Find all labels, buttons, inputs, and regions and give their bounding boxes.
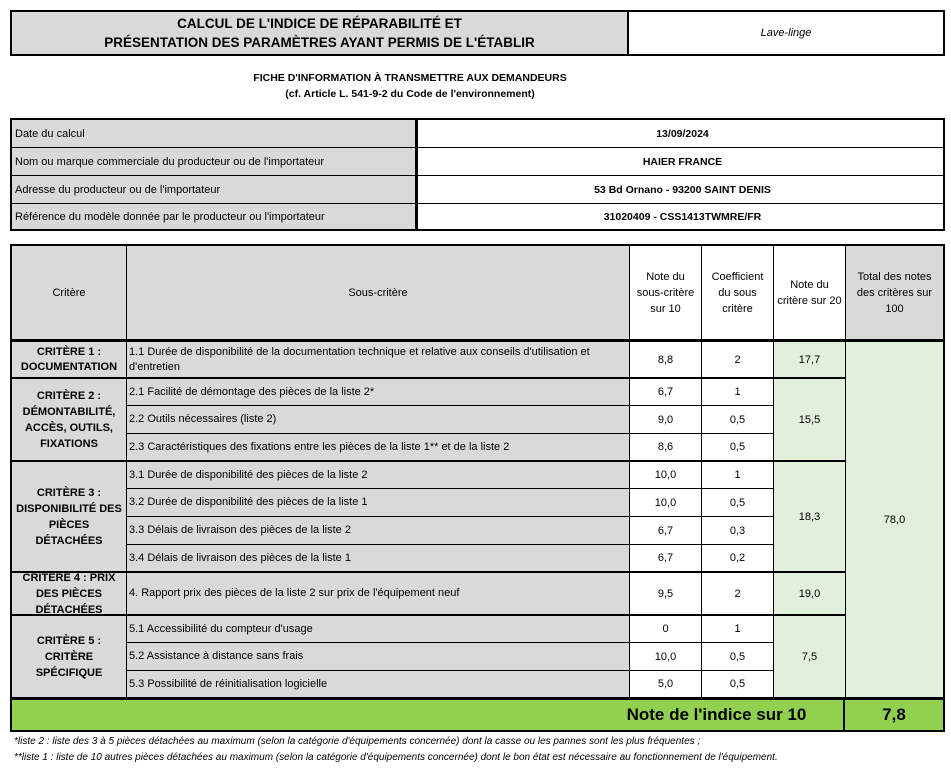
coef-3-2: 0,5 [701, 488, 774, 517]
note-3-3: 6,7 [629, 516, 702, 545]
coef-3-4: 0,2 [701, 544, 774, 573]
info-value: 13/09/2024 [656, 128, 709, 140]
sous-critere-5-1: 5.1 Accessibilité du compteur d'usage [126, 615, 630, 643]
note-5-2: 10,0 [629, 642, 702, 671]
coef-5-3: 0,5 [701, 670, 774, 699]
indice-value: 7,8 [882, 705, 906, 724]
header-note-critere: Note du critère sur 20 [773, 244, 846, 341]
note-2-2: 9,0 [629, 405, 702, 434]
sous-critere-4: 4. Rapport prix des pièces de la liste 2 sur prix de l'équipement neuf [126, 572, 630, 616]
critere-3-note20: 18,3 [773, 461, 846, 573]
critere-2-note20: 15,5 [773, 378, 846, 462]
total-score: 78,0 [845, 341, 945, 699]
sous-critere-2-3: 2.3 Caractéristiques des fixations entre les pièces de la liste 1** et de la liste 2 [126, 433, 630, 462]
sous-critere-2-1: 2.1 Facilité de démontage des pièces de la liste 2* [126, 378, 630, 406]
sous-critere-2-2: 2.2 Outils nécessaires (liste 2) [126, 405, 630, 434]
indice-label: Note de l'indice sur 10 [626, 705, 807, 724]
sous-critere-3-3: 3.3 Délais de livraison des pièces de la liste 2 [126, 516, 630, 545]
title-line-1: CALCUL DE L'INDICE DE RÉPARABILITÉ ET [177, 16, 462, 31]
info-row-date [12, 120, 947, 148]
coef-3-1: 1 [701, 461, 774, 489]
critere-1-note20: 17,7 [773, 341, 846, 379]
header-critere: Critère [10, 244, 127, 341]
sous-critere-3-4: 3.4 Délais de livraison des pièces de la liste 1 [126, 544, 630, 573]
sous-critere-1-1: 1.1 Durée de disponibilité de la documentation technique et relative aux conseils d'utilisation et d'entretien [126, 341, 630, 379]
note-2-1: 6,7 [629, 378, 702, 406]
sous-critere-3-2: 3.2 Durée de disponibilité des pièces de la liste 1 [126, 488, 630, 517]
note-1-1: 8,8 [629, 341, 702, 379]
note-3-2: 10,0 [629, 488, 702, 517]
criteria-table [10, 244, 945, 732]
info-label: Adresse du producteur ou de l'importateur [12, 176, 418, 204]
coef-2-3: 0,5 [701, 433, 774, 462]
critere-5-label: CRITÈRE 5 : CRITÈRE SPÉCIFIQUE [10, 615, 127, 699]
coef-1-1: 2 [701, 341, 774, 379]
coef-2-2: 0,5 [701, 405, 774, 434]
info-label: Référence du modèle donnée par le producteur ou l'importateur [12, 204, 418, 229]
header-coefficient: Coefficient du sous critère [701, 244, 774, 341]
critere-5-note20: 7,5 [773, 615, 846, 699]
title-line-2: PRÉSENTATION DES PARAMÈTRES AYANT PERMIS DE L'ÉTABLIR [104, 35, 535, 50]
critere-1-label: CRITÈRE 1 : DOCUMENTATION [10, 341, 127, 379]
note-4: 9,5 [629, 572, 702, 616]
critere-4-note20: 19,0 [773, 572, 846, 616]
coef-4: 2 [701, 572, 774, 616]
info-label: Nom ou marque commerciale du producteur ou de l'importateur [12, 148, 418, 176]
header-note-sous-critere: Note du sous-critère sur 10 [629, 244, 702, 341]
critere-4-label: CRITÈRE 4 : PRIX DES PIÈCES DÉTACHÉES [10, 572, 127, 616]
appliance-type: Lave-linge [627, 10, 945, 56]
info-row-address [12, 176, 947, 204]
coef-5-2: 0,5 [701, 642, 774, 671]
sous-critere-3-1: 3.1 Durée de disponibilité des pièces de la liste 2 [126, 461, 630, 489]
info-row-producer [12, 148, 947, 176]
note-5-1: 0 [629, 615, 702, 643]
info-value: 31020409 - CSS1413TWMRE/FR [603, 210, 762, 223]
info-value: HAIER FRANCE [642, 156, 723, 168]
coef-3-3: 0,3 [701, 516, 774, 545]
note-2-3: 8,6 [629, 433, 702, 462]
footnote-liste-2: *liste 2 : liste des 3 à 5 pièces détachées au maximum (selon la catégorie d'équipements concernée) dont la casse ou les pannes sont les plus fréquentes ; [14, 736, 701, 747]
fiche-line-1: FICHE D'INFORMATION À TRANSMETTRE AUX DEMANDEURS [253, 72, 567, 84]
info-table [10, 118, 945, 231]
header-sous-critere: Sous-critère [126, 244, 630, 341]
coef-5-1: 1 [701, 615, 774, 643]
sous-critere-5-3: 5.3 Possibilité de réinitialisation logicielle [126, 670, 630, 699]
sous-critere-5-2: 5.2 Assistance à distance sans frais [126, 642, 630, 671]
page-title [10, 10, 629, 56]
header-total: Total des notes des critères sur 100 [845, 244, 945, 341]
info-row-reference [12, 204, 947, 229]
footnote-liste-1: **liste 1 : liste de 10 autres pièces détachées au maximum (selon la catégorie d'équipements concernée) dont le bon état est nécessaire au fonctionnement de l'équipement. [14, 752, 778, 763]
critere-2-label: CRITÈRE 2 : DÉMONTABILITÉ, ACCÈS, OUTILS, FIXATIONS [10, 378, 127, 462]
coef-2-1: 1 [701, 378, 774, 406]
note-5-3: 5,0 [629, 670, 702, 699]
note-3-1: 10,0 [629, 461, 702, 489]
note-3-4: 6,7 [629, 544, 702, 573]
info-value: 53 Bd Ornano - 93200 SAINT DENIS [594, 184, 771, 196]
critere-3-label: CRITÈRE 3 : DISPONIBILITÉ DES PIÈCES DÉTACHÉES [10, 461, 127, 573]
fiche-heading [130, 70, 690, 102]
fiche-line-2: (cf. Article L. 541-9-2 du Code de l'environnement) [285, 88, 535, 100]
info-label: Date du calcul [12, 120, 418, 148]
